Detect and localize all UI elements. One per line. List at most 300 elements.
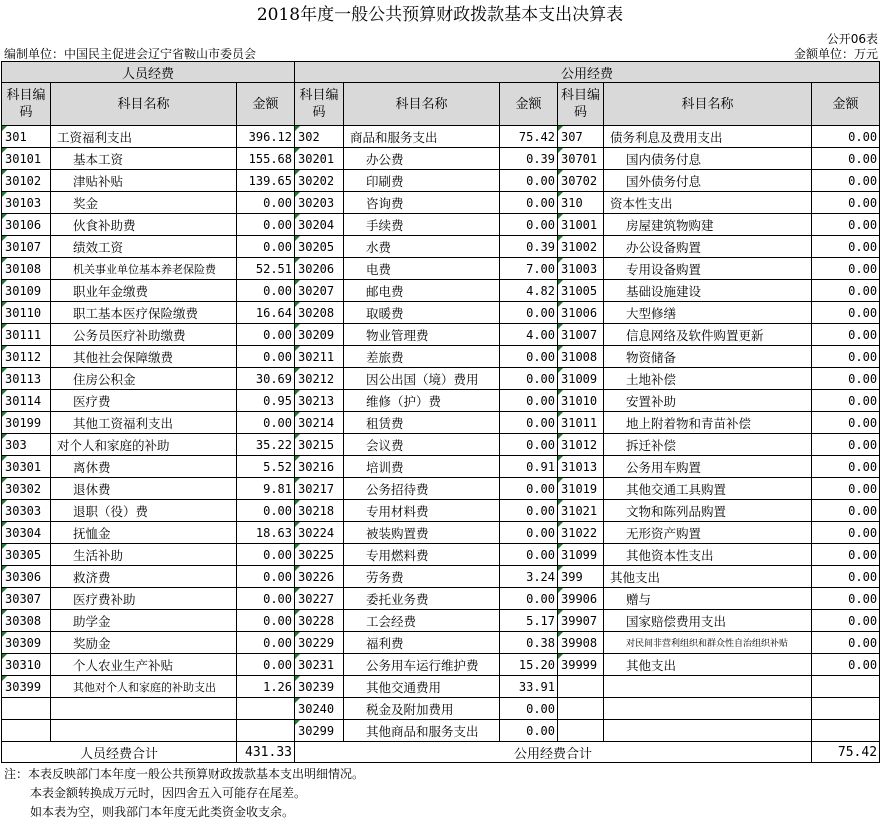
- subject-code: 30299: [295, 720, 344, 742]
- subject-code: 30209: [295, 324, 344, 346]
- personnel-group-header: 人员经费: [2, 62, 295, 83]
- amount-value: 0.00: [812, 544, 880, 566]
- amount-value: 0.00: [237, 412, 295, 434]
- table-row: [2, 522, 880, 544]
- table-row: [2, 610, 880, 632]
- amount-value: 0.38: [500, 632, 558, 654]
- subject-name: 办公费: [344, 148, 500, 170]
- amount-value: 0.00: [237, 566, 295, 588]
- subject-code: 30306: [2, 566, 51, 588]
- amount-value: 0.00: [500, 170, 558, 192]
- subject-code: 30114: [2, 390, 51, 412]
- subject-code: 30214: [295, 412, 344, 434]
- subject-name: 办公设备购置: [604, 236, 812, 258]
- col-name-header: 科目名称: [344, 83, 500, 126]
- subject-code: 31001: [558, 214, 604, 236]
- subject-name: [51, 698, 237, 720]
- amount-value: 0.91: [500, 456, 558, 478]
- amount-value: 0.39: [500, 148, 558, 170]
- amount-value: 0.00: [812, 214, 880, 236]
- subject-code: 30204: [295, 214, 344, 236]
- amount-value: 30.69: [237, 368, 295, 390]
- amount-value: 0.00: [237, 544, 295, 566]
- note-line: 本表金额转换成万元时，因四舍五入可能存在尾差。: [30, 786, 307, 800]
- subject-name: [604, 676, 812, 698]
- subject-code: 30109: [2, 280, 51, 302]
- table-row: [2, 720, 880, 742]
- subject-code: 31009: [558, 368, 604, 390]
- amount-value: 7.00: [500, 258, 558, 280]
- subject-name: 物业管理费: [344, 324, 500, 346]
- subject-code: 30310: [2, 654, 51, 676]
- amount-value: 33.91: [500, 676, 558, 698]
- subject-code: 30702: [558, 170, 604, 192]
- table-row: [2, 214, 880, 236]
- unit-row: [0, 44, 880, 61]
- subject-code: 30304: [2, 522, 51, 544]
- amount-value: 4.00: [500, 324, 558, 346]
- amount-value: 0.00: [812, 390, 880, 412]
- table-row: [2, 368, 880, 390]
- subject-code: 39907: [558, 610, 604, 632]
- subject-name: 维修（护）费: [344, 390, 500, 412]
- subject-code: 31022: [558, 522, 604, 544]
- subject-name: 公务招待费: [344, 478, 500, 500]
- subject-code: 30211: [295, 346, 344, 368]
- subject-name: 其他商品和服务支出: [344, 720, 500, 742]
- table-row: [2, 280, 880, 302]
- subject-code: 30107: [2, 236, 51, 258]
- subject-name: 租赁费: [344, 412, 500, 434]
- subject-name: 公务用车购置: [604, 456, 812, 478]
- subject-code: 39908: [558, 632, 604, 654]
- subject-name: 退休费: [51, 478, 237, 500]
- subject-code: 30112: [2, 346, 51, 368]
- amount-value: 0.00: [812, 588, 880, 610]
- public-total-value: 75.42: [812, 742, 880, 763]
- table-row: [2, 258, 880, 280]
- subject-name: 国外债务付息: [604, 170, 812, 192]
- subject-name: 被装购置费: [344, 522, 500, 544]
- subject-name: 信息网络及软件购置更新: [604, 324, 812, 346]
- subject-name: 印刷费: [344, 170, 500, 192]
- subject-code: 30102: [2, 170, 51, 192]
- subject-name: 国内债务付息: [604, 148, 812, 170]
- subject-code: 30701: [558, 148, 604, 170]
- table-row: [2, 478, 880, 500]
- amount-value: 0.00: [812, 566, 880, 588]
- subject-code: 30203: [295, 192, 344, 214]
- amount-value: 15.20: [500, 654, 558, 676]
- subject-name: 物资储备: [604, 346, 812, 368]
- subject-name: 助学金: [51, 610, 237, 632]
- subject-code: 31012: [558, 434, 604, 456]
- subject-name: 其他社会保障缴费: [51, 346, 237, 368]
- col-amount-header: 金额: [812, 83, 880, 126]
- subject-name: 安置补助: [604, 390, 812, 412]
- subject-name: 离休费: [51, 456, 237, 478]
- subject-name: 电费: [344, 258, 500, 280]
- subject-code: 301: [2, 126, 51, 148]
- amount-value: 0.00: [812, 478, 880, 500]
- subject-code: 39999: [558, 654, 604, 676]
- subject-name: [51, 720, 237, 742]
- subject-name: 机关事业单位基本养老保险费: [51, 258, 237, 280]
- subject-name: 生活补助: [51, 544, 237, 566]
- subject-code: 30217: [295, 478, 344, 500]
- amount-value: 0.00: [500, 500, 558, 522]
- subject-code: 31013: [558, 456, 604, 478]
- amount-value: 18.63: [237, 522, 295, 544]
- subject-name: 其他工资福利支出: [51, 412, 237, 434]
- table-row: [2, 390, 880, 412]
- subject-name: 奖金: [51, 192, 237, 214]
- subject-name: 赠与: [604, 588, 812, 610]
- subject-code: 30309: [2, 632, 51, 654]
- subject-code: [558, 676, 604, 698]
- subject-code: [2, 720, 51, 742]
- subject-name: 职业年金缴费: [51, 280, 237, 302]
- amount-value: 0.00: [812, 192, 880, 214]
- subject-name: 地上附着物和青苗补偿: [604, 412, 812, 434]
- col-name-header: 科目名称: [51, 83, 237, 126]
- amount-value: 0.00: [812, 324, 880, 346]
- col-amount-header: 金额: [500, 83, 558, 126]
- subject-name: 差旅费: [344, 346, 500, 368]
- subject-name: [604, 720, 812, 742]
- amount-value: 0.00: [500, 412, 558, 434]
- subject-code: [558, 720, 604, 742]
- subject-code: 30212: [295, 368, 344, 390]
- subject-code: 31021: [558, 500, 604, 522]
- amount-value: 0.00: [812, 654, 880, 676]
- amount-value: 0.00: [237, 280, 295, 302]
- subject-code: 31005: [558, 280, 604, 302]
- amount-value: 5.17: [500, 610, 558, 632]
- amount-value: 0.00: [812, 302, 880, 324]
- table-row: [2, 632, 880, 654]
- subject-name: 培训费: [344, 456, 500, 478]
- amount-value: 0.00: [812, 258, 880, 280]
- amount-value: 0.00: [812, 610, 880, 632]
- amount-value: 0.00: [812, 148, 880, 170]
- subject-code: 307: [558, 126, 604, 148]
- subject-name: 商品和服务支出: [344, 126, 500, 148]
- amount-value: 16.64: [237, 302, 295, 324]
- table-row: [2, 412, 880, 434]
- amount-value: 1.26: [237, 676, 295, 698]
- subject-name: 税金及附加费用: [344, 698, 500, 720]
- subject-name: 公务用车运行维护费: [344, 654, 500, 676]
- subject-code: 399: [558, 566, 604, 588]
- amount-value: 396.12: [237, 126, 295, 148]
- subject-name: 基础设施建设: [604, 280, 812, 302]
- subject-code: 30216: [295, 456, 344, 478]
- subject-code: 31019: [558, 478, 604, 500]
- subject-code: 302: [295, 126, 344, 148]
- table-row: [2, 456, 880, 478]
- table-row: [2, 588, 880, 610]
- subject-code: 31008: [558, 346, 604, 368]
- subject-code: 31010: [558, 390, 604, 412]
- subject-name: 福利费: [344, 632, 500, 654]
- amount-value: 0.95: [237, 390, 295, 412]
- amount-value: 0.00: [500, 698, 558, 720]
- subject-code: 30301: [2, 456, 51, 478]
- subject-code: 30308: [2, 610, 51, 632]
- amount-value: 9.81: [237, 478, 295, 500]
- subject-code: 30239: [295, 676, 344, 698]
- unit-label: 编制单位：中国民主促进会辽宁省鞍山市委员会: [4, 47, 257, 61]
- amount-value: 0.00: [500, 434, 558, 456]
- form-code: 公开06表: [826, 32, 878, 46]
- subject-name: 其他支出: [604, 566, 812, 588]
- subject-name: 无形资产购置: [604, 522, 812, 544]
- table-row: [2, 192, 880, 214]
- amount-value: 0.00: [812, 346, 880, 368]
- subject-code: 30218: [295, 500, 344, 522]
- amount-value: 0.00: [500, 346, 558, 368]
- amount-value: 155.68: [237, 148, 295, 170]
- table-row: [2, 170, 880, 192]
- subject-name: 水费: [344, 236, 500, 258]
- subject-code: 31099: [558, 544, 604, 566]
- amount-value: 0.39: [500, 236, 558, 258]
- subject-name: 专用材料费: [344, 500, 500, 522]
- subject-name: 拆迁补偿: [604, 434, 812, 456]
- subject-code: 30202: [295, 170, 344, 192]
- subject-code: 31006: [558, 302, 604, 324]
- col-code-header: 科目编码: [2, 83, 51, 126]
- totals-row: [2, 742, 880, 763]
- amount-value: 0.00: [500, 522, 558, 544]
- subject-name: 会议费: [344, 434, 500, 456]
- subject-name: 医疗费: [51, 390, 237, 412]
- subject-code: 30201: [295, 148, 344, 170]
- subject-code: 303: [2, 434, 51, 456]
- subject-name: 住房公积金: [51, 368, 237, 390]
- subject-code: 30399: [2, 676, 51, 698]
- subject-code: 30229: [295, 632, 344, 654]
- amount-value: 35.22: [237, 434, 295, 456]
- subject-name: 资本性支出: [604, 192, 812, 214]
- amount-value: 0.00: [237, 588, 295, 610]
- amount-value: 0.00: [812, 434, 880, 456]
- subject-name: 基本工资: [51, 148, 237, 170]
- subject-code: 30205: [295, 236, 344, 258]
- amount-value: 0.00: [500, 302, 558, 324]
- subject-name: 债务利息及费用支出: [604, 126, 812, 148]
- subject-code: 30231: [295, 654, 344, 676]
- subject-name: 大型修缮: [604, 302, 812, 324]
- notes: [0, 763, 880, 822]
- note-line: 如本表为空，则我部门本年度无此类资金收支余。: [30, 805, 295, 819]
- subject-name: 工会经费: [344, 610, 500, 632]
- subject-code: 30302: [2, 478, 51, 500]
- subject-name: 医疗费补助: [51, 588, 237, 610]
- amount-value: 0.00: [237, 654, 295, 676]
- column-header-row: [2, 83, 880, 126]
- subject-code: 30224: [295, 522, 344, 544]
- amount-value: 0.00: [500, 368, 558, 390]
- amount-value: 0.00: [237, 632, 295, 654]
- subject-name: 奖励金: [51, 632, 237, 654]
- amount-value: 0.00: [812, 500, 880, 522]
- amount-value: 75.42: [500, 126, 558, 148]
- table-row: [2, 148, 880, 170]
- subject-name: 其他支出: [604, 654, 812, 676]
- amount-value: 0.00: [812, 280, 880, 302]
- subject-code: 30106: [2, 214, 51, 236]
- public-total-label: 公用经费合计: [295, 742, 812, 763]
- subject-name: 委托业务费: [344, 588, 500, 610]
- amount-value: 0.00: [812, 236, 880, 258]
- subject-name: 房屋建筑物购建: [604, 214, 812, 236]
- personnel-total-value: 431.33: [237, 742, 295, 763]
- form-code-row: [0, 30, 880, 44]
- amount-value: 0.00: [500, 544, 558, 566]
- subject-code: [558, 698, 604, 720]
- subject-name: 抚恤金: [51, 522, 237, 544]
- subject-name: [604, 698, 812, 720]
- table-row: [2, 500, 880, 522]
- col-name-header: 科目名称: [604, 83, 812, 126]
- personnel-total-label: 人员经费合计: [2, 742, 237, 763]
- subject-code: 30199: [2, 412, 51, 434]
- amount-value: 5.52: [237, 456, 295, 478]
- subject-name: 救济费: [51, 566, 237, 588]
- table-body: [2, 126, 880, 742]
- subject-name: 公务员医疗补助缴费: [51, 324, 237, 346]
- amount-value: 0.00: [500, 192, 558, 214]
- subject-name: 绩效工资: [51, 236, 237, 258]
- subject-code: 31011: [558, 412, 604, 434]
- subject-code: 30226: [295, 566, 344, 588]
- amount-value: [812, 698, 880, 720]
- amount-value: 0.00: [812, 126, 880, 148]
- subject-code: 30215: [295, 434, 344, 456]
- subject-name: 因公出国（境）费用: [344, 368, 500, 390]
- amount-value: [812, 676, 880, 698]
- amount-value: 0.00: [237, 236, 295, 258]
- subject-name: 伙食补助费: [51, 214, 237, 236]
- subject-name: 专用燃料费: [344, 544, 500, 566]
- report-title: 2018年度一般公共预算财政拨款基本支出决算表: [256, 5, 624, 25]
- subject-name: 取暖费: [344, 302, 500, 324]
- subject-code: 30227: [295, 588, 344, 610]
- subject-name: 土地补偿: [604, 368, 812, 390]
- table-row: [2, 566, 880, 588]
- subject-code: 30225: [295, 544, 344, 566]
- amount-value: 0.00: [812, 412, 880, 434]
- subject-code: 31002: [558, 236, 604, 258]
- col-code-header: 科目编码: [558, 83, 604, 126]
- money-unit: 金额单位：万元: [793, 47, 878, 61]
- amount-value: 0.00: [812, 368, 880, 390]
- subject-code: 30208: [295, 302, 344, 324]
- amount-value: 139.65: [237, 170, 295, 192]
- subject-code: 30111: [2, 324, 51, 346]
- amount-value: [812, 720, 880, 742]
- subject-code: [2, 698, 51, 720]
- amount-value: 0.00: [237, 610, 295, 632]
- subject-code: 30108: [2, 258, 51, 280]
- amount-value: 0.00: [812, 456, 880, 478]
- subject-code: 30103: [2, 192, 51, 214]
- subject-code: 39906: [558, 588, 604, 610]
- amount-value: 0.00: [812, 632, 880, 654]
- subject-code: 30110: [2, 302, 51, 324]
- amount-value: 0.00: [812, 522, 880, 544]
- subject-name: 其他交通费用: [344, 676, 500, 698]
- amount-value: 0.00: [500, 214, 558, 236]
- amount-value: 0.00: [237, 500, 295, 522]
- subject-code: 30101: [2, 148, 51, 170]
- table-row: [2, 302, 880, 324]
- group-header-row: [2, 62, 880, 83]
- subject-name: 其他对个人和家庭的补助支出: [51, 676, 237, 698]
- subject-code: 310: [558, 192, 604, 214]
- subject-code: 30207: [295, 280, 344, 302]
- subject-name: 职工基本医疗保险缴费: [51, 302, 237, 324]
- amount-value: 52.51: [237, 258, 295, 280]
- subject-name: 手续费: [344, 214, 500, 236]
- table-row: [2, 346, 880, 368]
- table-row: [2, 434, 880, 456]
- col-amount-header: 金额: [237, 83, 295, 126]
- subject-name: 个人农业生产补贴: [51, 654, 237, 676]
- table-row: [2, 676, 880, 698]
- subject-name: 对个人和家庭的补助: [51, 434, 237, 456]
- subject-code: 30113: [2, 368, 51, 390]
- amount-value: 0.00: [500, 478, 558, 500]
- amount-value: 0.00: [500, 588, 558, 610]
- subject-name: 劳务费: [344, 566, 500, 588]
- subject-name: 对民间非营利组织和群众性自治组织补贴: [604, 632, 812, 654]
- subject-name: 专用设备购置: [604, 258, 812, 280]
- amount-value: [237, 698, 295, 720]
- amount-value: [237, 720, 295, 742]
- expenditure-table: [1, 61, 880, 763]
- subject-name: 国家赔偿费用支出: [604, 610, 812, 632]
- subject-code: 30305: [2, 544, 51, 566]
- col-code-header: 科目编码: [295, 83, 344, 126]
- amount-value: 0.00: [500, 390, 558, 412]
- amount-value: 0.00: [812, 170, 880, 192]
- amount-value: 0.00: [500, 720, 558, 742]
- amount-value: 4.82: [500, 280, 558, 302]
- table-row: [2, 544, 880, 566]
- table-row: [2, 236, 880, 258]
- table-row: [2, 654, 880, 676]
- subject-code: 30228: [295, 610, 344, 632]
- subject-name: 文物和陈列品购置: [604, 500, 812, 522]
- table-row: [2, 698, 880, 720]
- subject-code: 31003: [558, 258, 604, 280]
- public-group-header: 公用经费: [295, 62, 880, 83]
- amount-value: 0.00: [237, 192, 295, 214]
- subject-name: 津贴补贴: [51, 170, 237, 192]
- subject-code: 30240: [295, 698, 344, 720]
- amount-value: 0.00: [237, 346, 295, 368]
- subject-code: 30213: [295, 390, 344, 412]
- subject-name: 工资福利支出: [51, 126, 237, 148]
- subject-name: 退职（役）费: [51, 500, 237, 522]
- subject-code: 30303: [2, 500, 51, 522]
- amount-value: 0.00: [237, 214, 295, 236]
- subject-code: 31007: [558, 324, 604, 346]
- amount-value: 0.00: [237, 324, 295, 346]
